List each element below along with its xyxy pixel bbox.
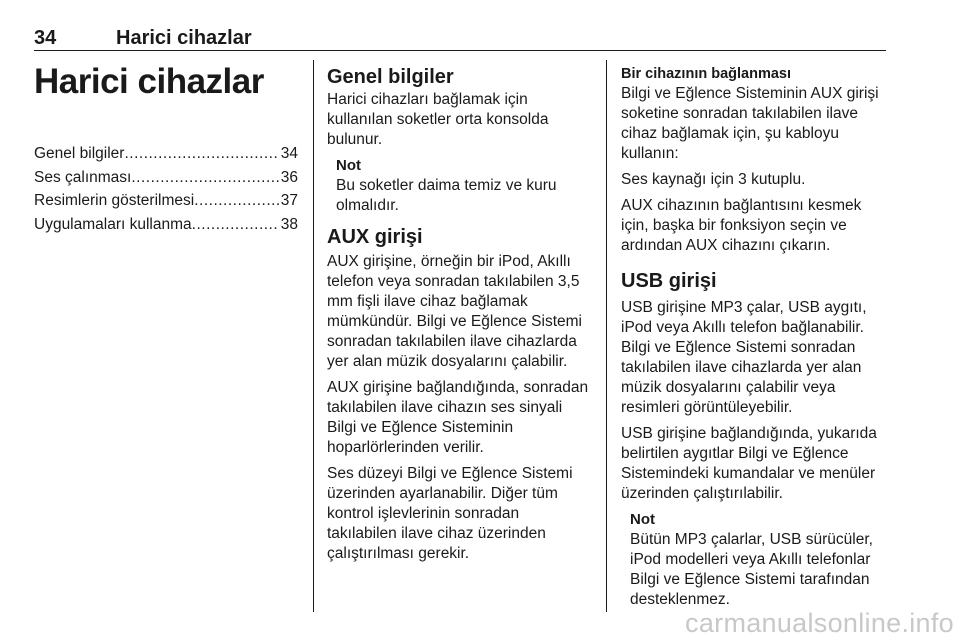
page-header [34,26,886,51]
toc-label: Genel bilgiler [34,145,125,162]
toc-page: 34 [280,145,298,162]
column-divider-1 [313,60,314,612]
toc-leader [194,189,279,213]
column-general-info [327,64,589,570]
toc-label: Ses çalınması [34,168,132,186]
section-heading-aux: AUX girişi [327,226,423,248]
column-divider-2 [606,60,607,612]
connect-paragraph-3: AUX cihazının bağlantısını kesmek için, başka bir fonksiyon seçin ve ardından AUX cihazını çıkarın. [621,197,862,254]
aux-paragraph-1: AUX girişine, örneğin bir iPod, Akıllı telefon veya sonradan takılabilen 3,5 mm fişli ilave cihaz bağlamak mümkündür. Bilgi ve Eğlence Sistemi sonradan takılabilen ilave cihazlarda yer alan müzik dosyalarını çalabilir. [327,253,583,370]
aux-paragraph-2: AUX girişine bağlandığında, sonradan takılabilen ilave cihazın ses sinyali Bilgi ve Eğlence Sisteminin hoparlörlerinden verilir. [327,379,589,456]
toc-leader [192,213,279,237]
toc-label: Resimlerin gösterilmesi [34,192,195,209]
toc-item-resimlerin-gosterilmesi[interactable] [34,189,298,213]
toc-page: 37 [280,192,298,209]
note-title: Not [336,157,361,174]
column-connection-usb [621,64,886,616]
subheading-connect-device: Bir cihazının bağlanması [621,66,792,82]
toc-item-genel-bilgiler[interactable] [34,142,298,166]
note-box [336,156,589,216]
toc-leader [124,142,278,166]
chapter-title: Harici cihazlar [34,62,264,101]
running-title: Harici cihazlar [116,27,252,49]
toc-page: 36 [280,168,298,186]
toc-item-ses-calinmasi[interactable] [34,166,298,190]
note-body: Bu soketler daima temiz ve kuru olmalıdır. [336,177,557,214]
usb-note-box [630,510,886,610]
toc-label: Uygulamaları kullanma [34,215,192,233]
watermark: carmanualsonline.info [685,608,954,638]
aux-paragraph-3: Ses düzeyi Bilgi ve Eğlence Sistemi üzerinden ayarlanabilir. Diğer tüm kontrol işlevlerinin sonradan takılabilen ilave cihaz üzerinden çalıştırılması gerekir. [327,465,573,562]
usb-paragraph-2: USB girişine bağlandığında, yukarıda belirtilen aygıtlar Bilgi ve Eğlence Sistemindeki kumandalar ve menüler üzerinden çalıştırılabilir. [621,425,877,502]
connect-paragraph-2: Ses kaynağı için 3 kutuplu. [621,171,806,188]
toc-page: 38 [280,215,298,233]
table-of-contents [34,142,298,236]
page-number: 34 [34,27,57,49]
note-title: Not [630,511,655,528]
connect-paragraph-1: Bilgi ve Eğlence Sisteminin AUX girişi soketine sonradan takılabilen ilave cihaz bağlamak için, şu kabloyu kullanın: [621,85,879,162]
toc-leader [131,166,278,190]
note-body: Bütün MP3 çalarlar, USB sürücüler, iPod modelleri veya Akıllı telefonlar Bilgi ve Eğlence Sistemi tarafından desteklenmez. [630,531,873,608]
section-heading-genel-bilgiler: Genel bilgiler [327,66,454,88]
intro-paragraph: Harici cihazları bağlamak için kullanılan soketler orta konsolda bulunur. [327,91,549,148]
usb-paragraph-1: USB girişine MP3 çalar, USB aygıtı, iPod veya Akıllı telefon bağlanabilir. Bilgi ve Eğlence Sistemi sonradan takılabilen ilave cihazlarda yer alan müzik dosyalarını çalabilir veya resimleri görüntüleyebilir. [621,299,867,416]
section-heading-usb: USB girişi [621,270,717,292]
toc-item-uygulamalari-kullanma[interactable] [34,213,298,237]
